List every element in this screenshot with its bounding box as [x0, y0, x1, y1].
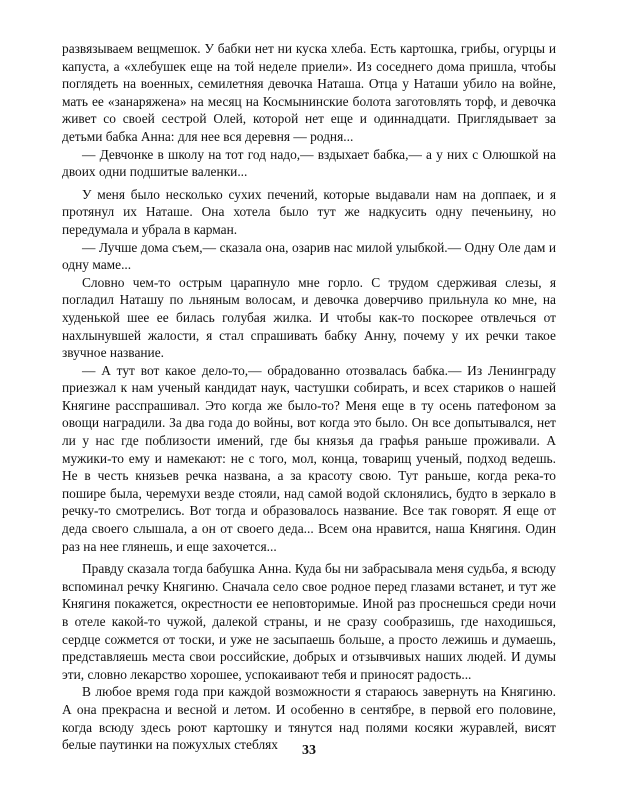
- page-text-body: [62, 40, 556, 754]
- paragraph: У меня было несколько сухих печений, которые выдавали нам на доппаек, и я протянул их Наташе. Она хотела было тут же надкусить одну печеньину, но передумала и убрала в карман.: [62, 186, 556, 237]
- page-number: 33: [302, 743, 316, 758]
- paragraph: развязываем вещмешок. У бабки нет ни куска хлеба. Есть картошка, грибы, огурцы и капуста, а «хлебушек еще на той неделе приели». Из соседнего дома пришла, чтобы поглядеть на военных, семилетняя девочка Наташа. Отца у Наташи убило на войне, мать ее «занаряжена» на месяц на Космынинские болота заготовлять торф, и девочка живет со своей сестрой Олей, которой нет еще и одиннадцати. Приглядывает за детьми бабка Анна: для нее вся деревня — родня...: [62, 41, 556, 144]
- paragraph: Правду сказала тогда бабушка Анна. Куда бы ни забрасывала меня судьба, я всюду вспоминал речку Княгиню. Сначала село свое родное перед глазами встанет, и тут же Княгиня покажется, окрестности ее неповторимые. Иной раз проснешься среди ночи в отеле какой-то чужой, далекой страны, и не сразу сообразишь, где находишься, сердце сожмется от тоски, и уже не засыпаешь больше, а просто лежишь и думаешь, представляешь места свои российские, добрых и отзывчивых наших людей. И думы эти, словно лекарство хорошее, успокаивают тебя и приносят радость...: [62, 561, 556, 682]
- paragraph: В любое время года при каждой возможности я стараюсь завернуть на Княгиню. А она прекрасна и весной и летом. И особенно в сентябре, в первой его половине, когда всюду здесь роют картошку и тянутся над полями косяки журавлей, висят белые паутинки на пожухлых стеблях: [62, 684, 556, 753]
- paragraph: Словно чем-то острым царапнуло мне горло. С трудом сдерживая слезы, я погладил Наташу по льняным волосам, и девочка доверчиво прильнула ко мне, на худенькой шее ее билась голубая жилка. И чтобы как-то поскорее отвлечься от нахлынувшей жалости, я стал спрашивать бабку Анну, почему у их речки такое звучное название.: [62, 274, 556, 361]
- paragraph: — Лучше дома съем,— сказала она, озарив нас милой улыбкой.— Одну Оле дам и одну маме...: [62, 239, 556, 273]
- paragraph: — Девчонке в школу на тот год надо,— вздыхает бабка,— а у них с Олюшкой на двоих одни подшитые валенки...: [62, 146, 556, 180]
- paragraph: — А тут вот какое дело-то,— обрадованно отозвалась бабка.— Из Ленинграду приезжал к нам ученый кандидат наук, частушки собирать, и всех стариков о нашей Княгине расспрашивал. Это когда же было-то? Меня еще в ту осень патефоном за овощи наградили. За два года до войны, вот когда это было. Он все допытывался, нет ли у нас где поблизости имений, где бы князья да графья раньше проживали. А мужики-то ему и намекают: не с того, мол, конца, товарищ ученый, подход ведешь. Не в честь князьев речка названа, а за красоту свою. Тут раньше, когда река-то пошире была, черемухи везде стояли, над самой водой склонялись, будто в зеркало в речку-то смотрелись. Вот тогда и образовалось название. Все так говорят. Я еще от деда своего слышала, а он от своего деда... Всем она нравится, наша Княгиня. Один раз на нее глянешь, и еще захочется...: [62, 362, 556, 554]
